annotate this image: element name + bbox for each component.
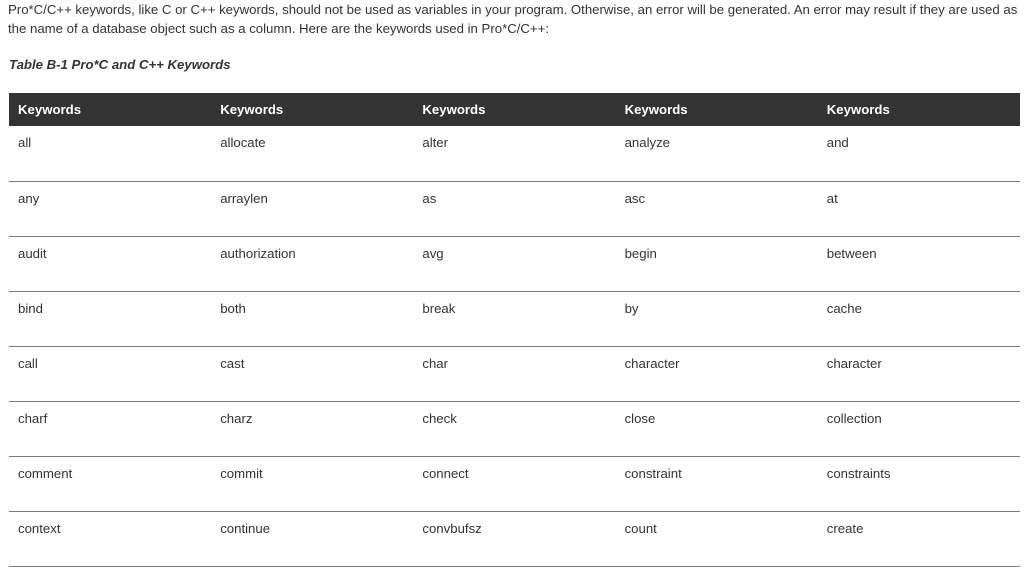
table-cell: charf <box>9 401 211 456</box>
table-cell: character <box>616 346 818 401</box>
table-cell: create <box>818 511 1020 566</box>
table-cell: by <box>616 291 818 346</box>
table-cell: begin <box>616 236 818 291</box>
column-header: Keywords <box>413 93 615 126</box>
table-cell: constraints <box>818 456 1020 511</box>
table-cell: bind <box>9 291 211 346</box>
table-cell: audit <box>9 236 211 291</box>
table-caption: Table B-1 Pro*C and C++ Keywords <box>9 57 231 72</box>
table-cell: call <box>9 346 211 401</box>
table-cell: close <box>616 401 818 456</box>
table-cell: alter <box>413 126 615 181</box>
table-body <box>9 126 1020 566</box>
table-cell: constraint <box>616 456 818 511</box>
table-row <box>9 401 1020 456</box>
table-cell: comment <box>9 456 211 511</box>
column-header: Keywords <box>9 93 211 126</box>
table-cell: allocate <box>211 126 413 181</box>
table-cell: arraylen <box>211 181 413 236</box>
table-cell: cast <box>211 346 413 401</box>
table-cell: all <box>9 126 211 181</box>
table-row <box>9 456 1020 511</box>
table-row <box>9 346 1020 401</box>
table-row <box>9 126 1020 181</box>
table-cell: as <box>413 181 615 236</box>
table-cell: commit <box>211 456 413 511</box>
table-cell: any <box>9 181 211 236</box>
table-cell: asc <box>616 181 818 236</box>
table-cell: connect <box>413 456 615 511</box>
table-cell: and <box>818 126 1020 181</box>
table-cell: charz <box>211 401 413 456</box>
table-cell: context <box>9 511 211 566</box>
table-cell: convbufsz <box>413 511 615 566</box>
column-header: Keywords <box>616 93 818 126</box>
keywords-table <box>9 93 1020 567</box>
table-cell: count <box>616 511 818 566</box>
header-row <box>9 93 1020 126</box>
table-cell: at <box>818 181 1020 236</box>
table-cell: collection <box>818 401 1020 456</box>
column-header: Keywords <box>211 93 413 126</box>
table-cell: both <box>211 291 413 346</box>
table-cell: char <box>413 346 615 401</box>
table-cell: check <box>413 401 615 456</box>
intro-paragraph: Pro*C/C++ keywords, like C or C++ keywords, should not be used as variables in your program. Otherwise, an error will be generated. An error may result if they are used as the name of a database object such as a column. Here are the keywords used in Pro*C/C++: <box>8 2 1018 36</box>
table-header <box>9 93 1020 126</box>
table-row <box>9 511 1020 566</box>
table-cell: cache <box>818 291 1020 346</box>
column-header: Keywords <box>818 93 1020 126</box>
table-cell: between <box>818 236 1020 291</box>
table-cell: analyze <box>616 126 818 181</box>
table-cell: break <box>413 291 615 346</box>
table-cell: authorization <box>211 236 413 291</box>
table-cell: character <box>818 346 1020 401</box>
table-cell: avg <box>413 236 615 291</box>
table-row <box>9 236 1020 291</box>
table-cell: continue <box>211 511 413 566</box>
table-row <box>9 181 1020 236</box>
table-row <box>9 291 1020 346</box>
